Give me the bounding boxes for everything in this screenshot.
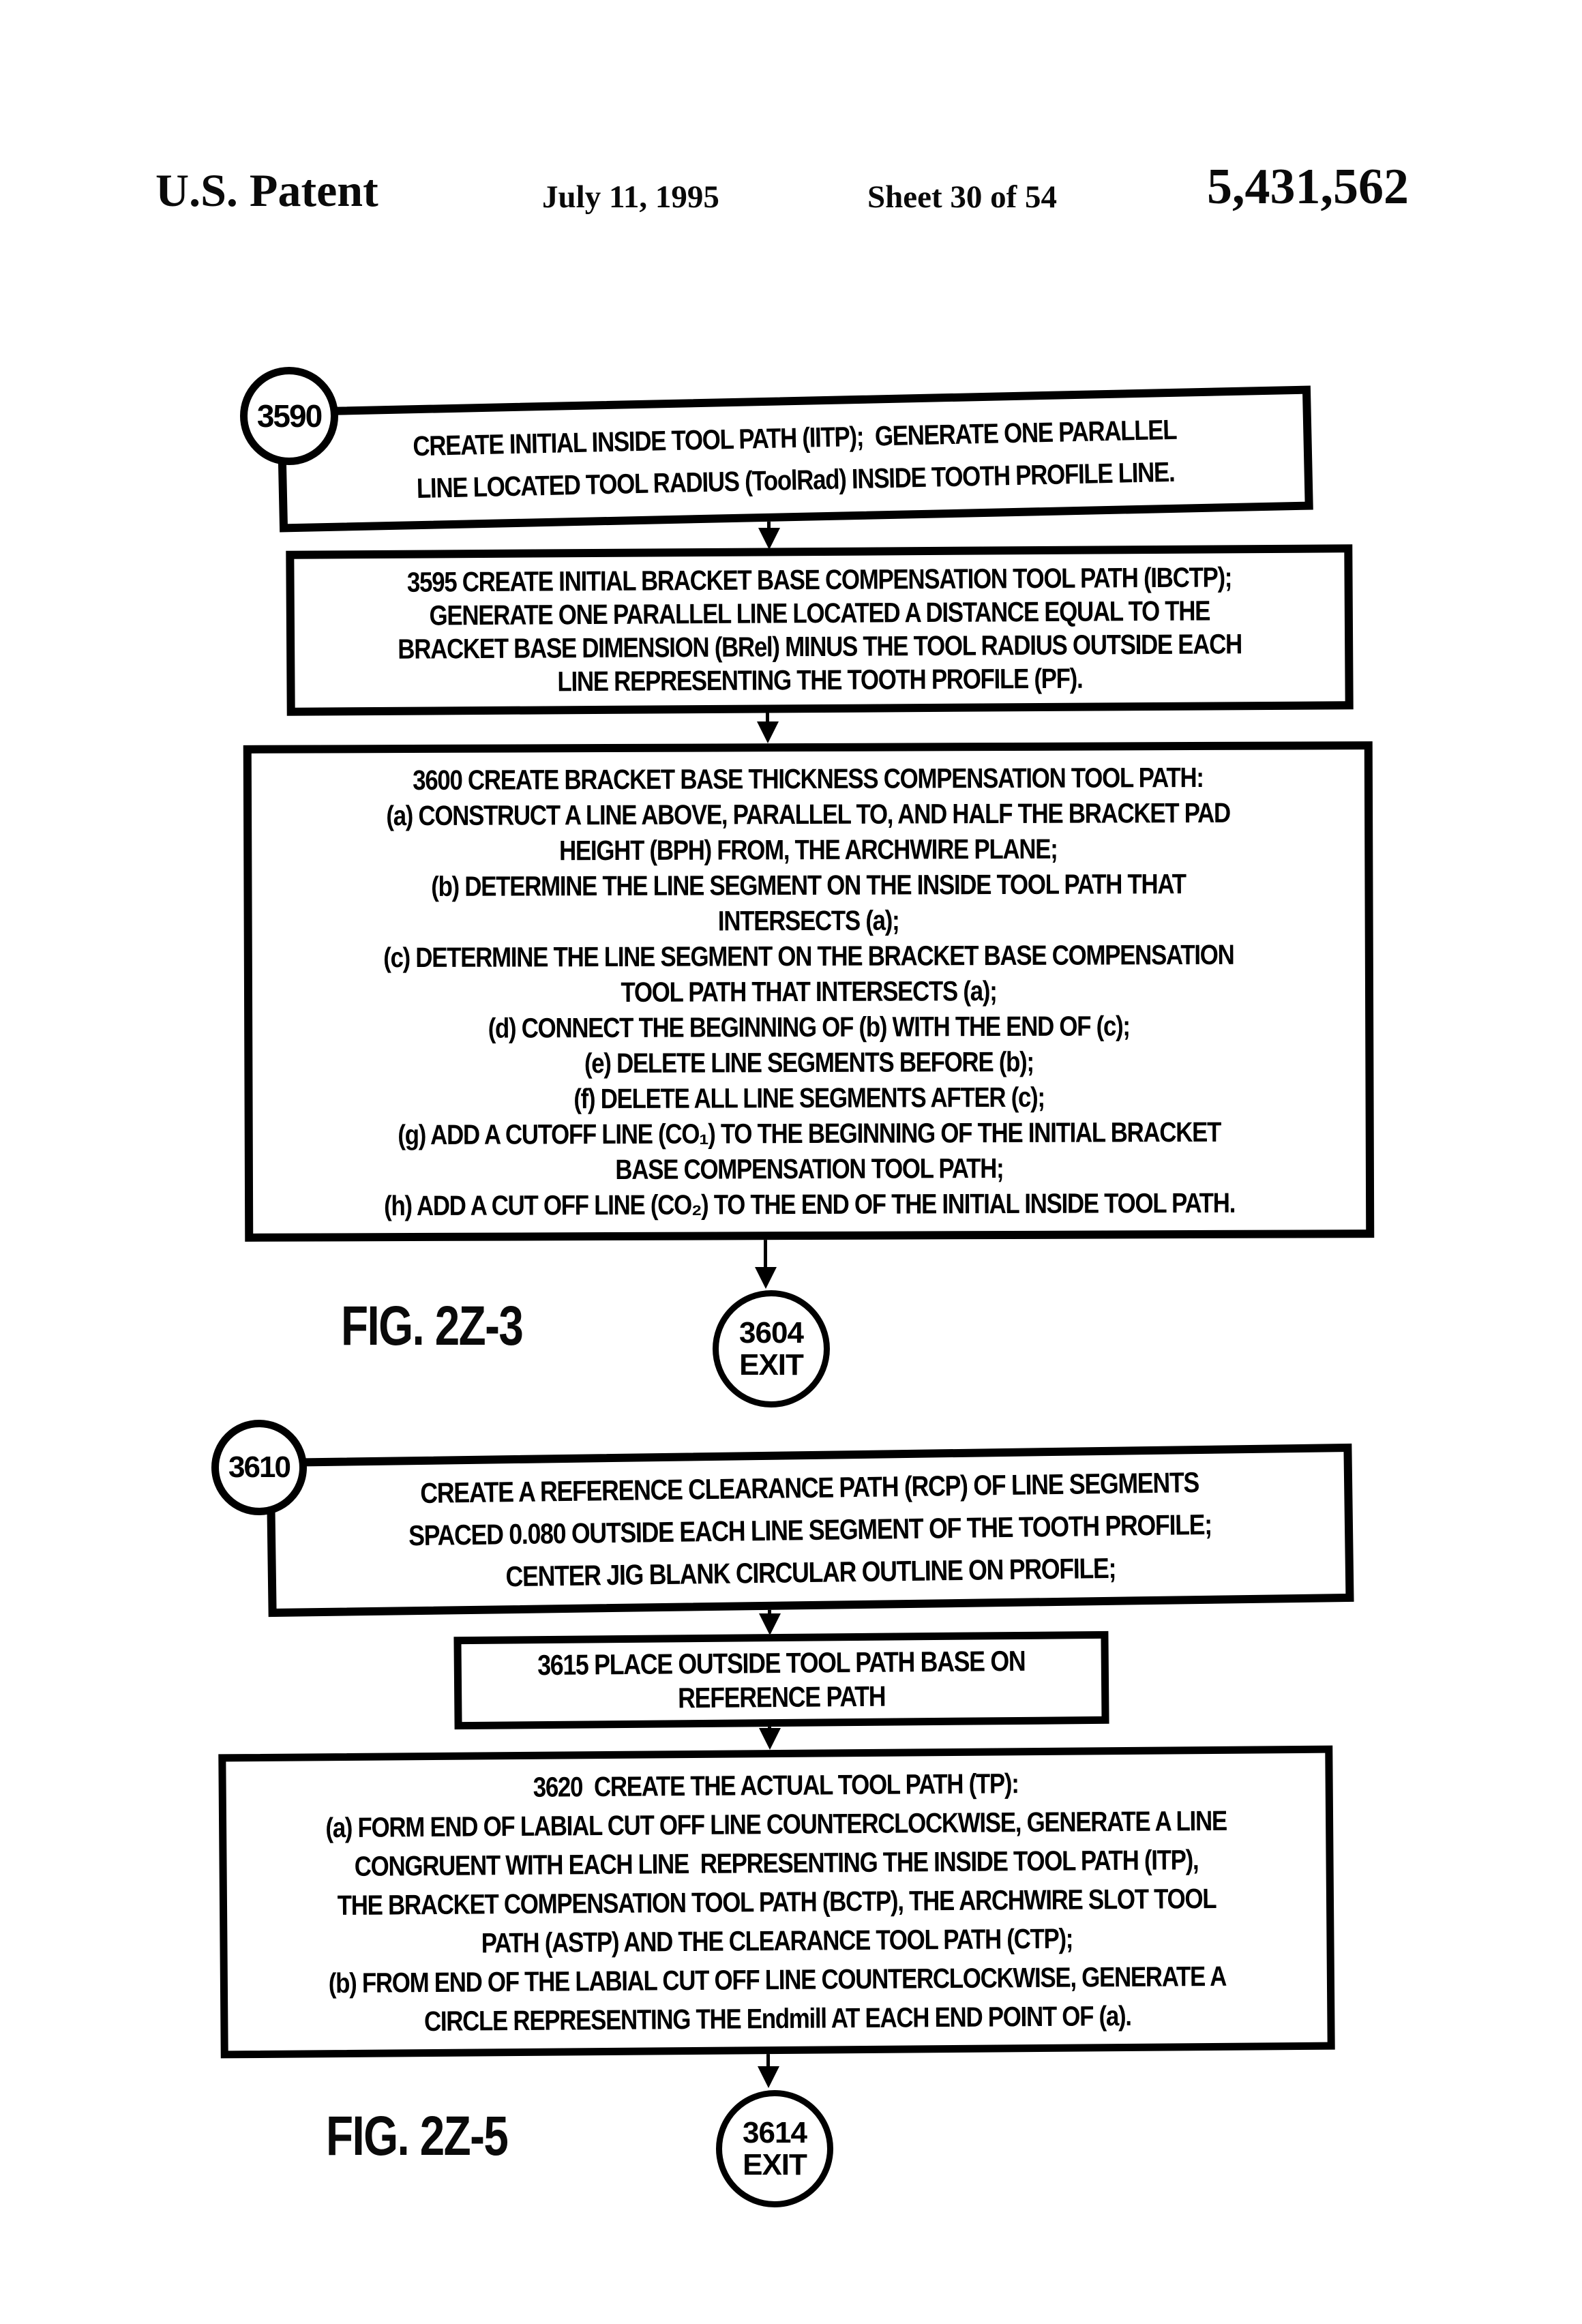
start-circle-3590: 3590 bbox=[240, 367, 338, 465]
process-box-3590 bbox=[277, 385, 1313, 532]
patent-number: 5,431,562 bbox=[1207, 159, 1409, 215]
patent-title: U.S. Patent bbox=[155, 164, 378, 216]
process-box-3610 bbox=[266, 1444, 1354, 1617]
process-box-3615-text: 3615 PLACE OUTSIDE TOOL PATH BASE ON REFERENCE PATH bbox=[537, 1644, 1026, 1714]
figure-label-2z3: FIG. 2Z-3 bbox=[341, 1295, 523, 1357]
exit-circle-3614 bbox=[716, 2090, 833, 2207]
exit-circle-3604 bbox=[713, 1290, 830, 1407]
process-box-3620 bbox=[218, 1746, 1334, 2059]
start-circle-3610: 3610 bbox=[211, 1420, 307, 1515]
process-box-3610-text: CREATE A REFERENCE CLEARANCE PATH (RCP) OF LINE SEGMENTS SPACED 0.080 OUTSIDE EACH LINE SEGMENT OF THE TOOTH PROFILE; CENTER JIG BLANK CIRCULAR OUTLINE ON PROFILE; bbox=[408, 1466, 1212, 1593]
process-box-3620-text: 3620 CREATE THE ACTUAL TOOL PATH (TP): (a) FORM END OF LABIAL CUT OFF LINE COUNTERCLOCKWISE, GENERATE A LINE CONGRUENT WITH EACH LINE REPRESENTING THE INSIDE TOOL PATH (ITP), THE BRACKET COMPENSATION TOOL PATH (BCTP), THE ARCHWIRE SLOT TOOL PATH (ASTP) AND THE CLEARANCE TOOL PATH (CTP); (b) FROM END OF THE LABIAL CUT OFF LINE COUNTERCLOCKWISE, GENERATE A CIRCLE REPRESENTING THE Endmill AT EACH END POINT OF (a). bbox=[325, 1767, 1227, 2037]
exit-circle-3604-label: EXIT bbox=[739, 1348, 803, 1382]
figure-label-2z5: FIG. 2Z-5 bbox=[326, 2105, 508, 2167]
process-box-3595-text: 3595 CREATE INITIAL BRACKET BASE COMPENSATION TOOL PATH (IBCTP); GENERATE ONE PARALLEL LINE LOCATED A DISTANCE EQUAL TO THE BRACKET BASE DIMENSION (BRel) MINUS THE TOOL RADIUS OUTSIDE EACH LINE REPRESENTING THE TOOTH PROFILE (PF). bbox=[398, 561, 1242, 698]
exit-circle-3614-label: EXIT bbox=[743, 2148, 807, 2181]
exit-circle-3614-id: 3614 bbox=[743, 2116, 807, 2149]
process-box-3590-text: CREATE INITIAL INSIDE TOOL PATH (IITP); GENERATE ONE PARALLEL LINE LOCATED TOOL RADIUS (ToolRad) INSIDE TOOTH PROFILE LINE. bbox=[412, 413, 1177, 505]
process-box-3595 bbox=[286, 544, 1353, 716]
exit-circle-3604-id: 3604 bbox=[739, 1316, 803, 1350]
patent-sheet-number: Sheet 30 of 54 bbox=[867, 179, 1058, 215]
process-box-3600 bbox=[243, 741, 1375, 1242]
patent-date: July 11, 1995 bbox=[542, 179, 719, 215]
process-box-3600-text: 3600 CREATE BRACKET BASE THICKNESS COMPENSATION TOOL PATH: (a) CONSTRUCT A LINE ABOVE, PARALLEL TO, AND HALF THE BRACKET PAD HEIGHT (BPH) FROM, THE ARCHWIRE PLANE; (b) DETERMINE THE LINE SEGMENT ON THE INSIDE TOOL PATH THAT INTERSECTS (a); (c) DETERMINE THE LINE SEGMENT ON THE BRACKET BASE COMPENSATION TOOL PATH THAT INTERSECTS (a); (d) CONNECT THE BEGINNING OF (b) WITH THE END OF (c); (e) DELETE LINE SEGMENTS BEFORE (b); (f) DELETE ALL LINE SEGMENTS AFTER (c); (g) ADD A CUTOFF LINE (CO₁) TO THE BEGINNING OF THE INITIAL BRACKET BASE COMPENSATION TOOL PATH; (h) ADD A CUT OFF LINE (CO₂) TO THE END OF THE INITIAL INSIDE TOOL PATH. bbox=[383, 761, 1236, 1222]
process-box-3615 bbox=[453, 1631, 1109, 1729]
